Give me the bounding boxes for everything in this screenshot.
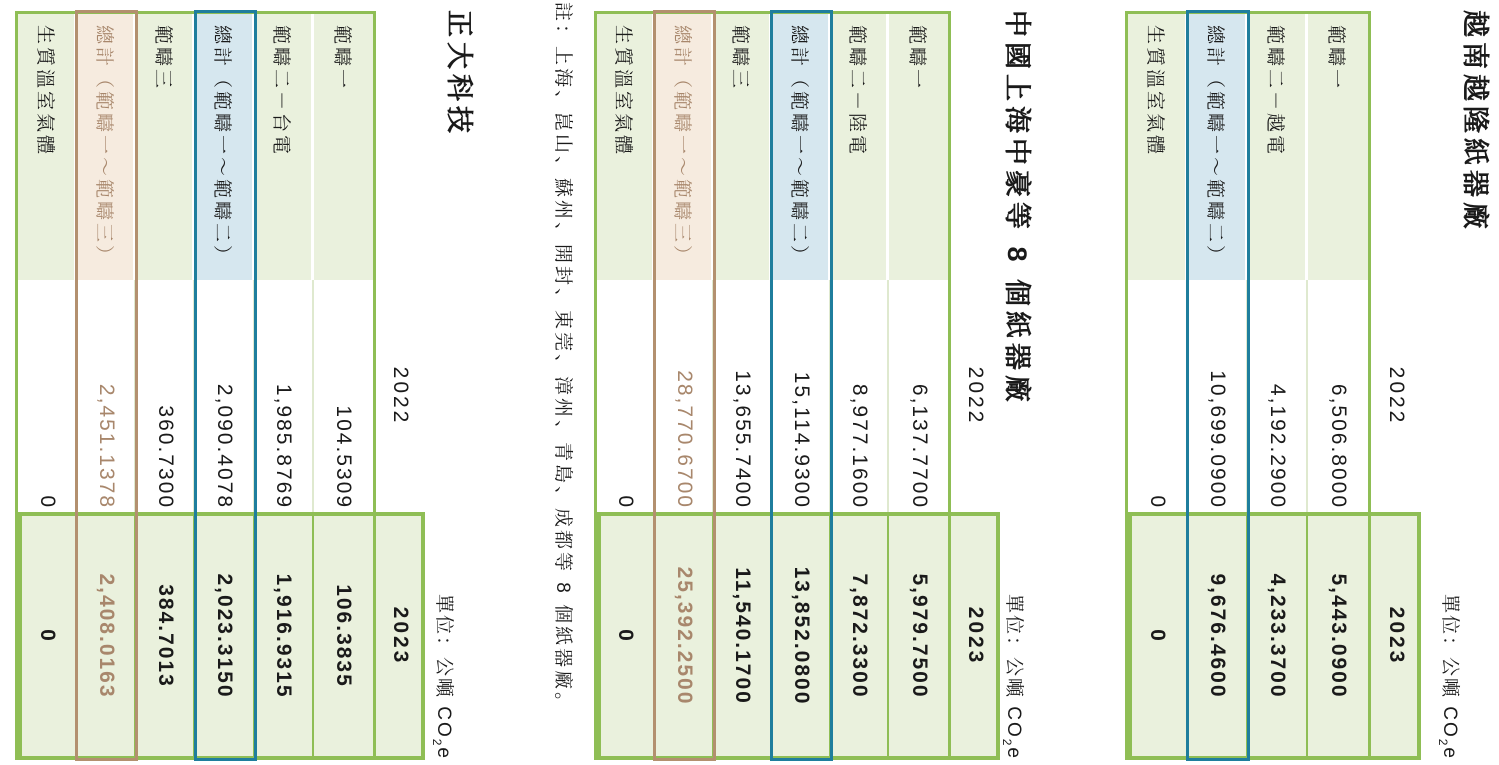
- table-left-border: [597, 11, 948, 14]
- year-header-2023: 2023: [1368, 512, 1421, 760]
- row-label: 總計（範疇一～範疇二）: [773, 11, 832, 280]
- unit-label-2: [1000, 594, 1029, 760]
- unit-subscript: 2: [1436, 738, 1451, 748]
- value-2023: 7,872.3300: [831, 512, 890, 760]
- value-2023: 5,979.7500: [890, 512, 949, 760]
- value-2022: 360.7300: [136, 280, 195, 512]
- value-2022: 0: [18, 280, 77, 512]
- section-title-shanghai: 中國上海中豪等 8 個紙器廠: [1002, 10, 1032, 408]
- unit-subscript: 2: [1000, 738, 1015, 748]
- unit-suffix: e: [1003, 747, 1024, 760]
- value-2022: 1,985.8769: [255, 280, 314, 512]
- value-2023: 2,023.3150: [196, 512, 255, 760]
- row-label: 生質溫室氣體: [1128, 11, 1188, 280]
- value-2022: 28,770.6700: [656, 280, 715, 512]
- year-header-2022: 2022: [948, 280, 1000, 512]
- row-label: 總計（範疇一～範疇三）: [656, 11, 715, 280]
- row-label: 總計（範疇一～範疇二）: [1188, 11, 1248, 280]
- year-header-2022: 2022: [1368, 280, 1421, 512]
- value-2023: 25,392.2500: [656, 512, 715, 760]
- row-label: 範疇一: [1308, 11, 1368, 280]
- row-label: 生質溫室氣體: [597, 11, 656, 280]
- value-2022: 15,114.9300: [773, 280, 832, 512]
- value-2023: 1,916.9315: [255, 512, 314, 760]
- value-2023: 11,540.1700: [714, 512, 773, 760]
- row-label: 總計（範疇一～範疇三）: [77, 11, 136, 280]
- unit-label-1: [1436, 594, 1465, 760]
- emissions-table-vietnam: [1125, 11, 1421, 760]
- value-2022: 10,699.0900: [1188, 280, 1248, 512]
- year-header-2023: 2023: [373, 512, 425, 760]
- value-2022: 0: [597, 280, 656, 512]
- table-left-border: [18, 11, 373, 14]
- footnote: 註：上海、崑山、蘇州、開封、東莞、漳州、青島、成都等 8 個紙器廠。: [552, 2, 573, 715]
- row-label: 總計（範疇一～範疇二）: [196, 11, 255, 280]
- row-label: 範疇一: [890, 11, 949, 280]
- value-2022: 104.5309: [314, 280, 373, 512]
- emissions-table-shanghai: [594, 11, 1000, 760]
- row-label: 範疇一: [314, 11, 373, 280]
- value-2022: 0: [1128, 280, 1188, 512]
- section-title-vietnam: 越南越隆紙器廠: [1460, 10, 1490, 234]
- header-empty-cell: [373, 11, 425, 280]
- unit-text: 單位：公噸 CO: [433, 593, 454, 739]
- unit-suffix: e: [433, 747, 454, 760]
- value-2023: 0: [1128, 512, 1188, 760]
- value-2023: 5,443.0900: [1308, 512, 1368, 760]
- year-header-2023: 2023: [948, 512, 1000, 760]
- year-header-2022: 2022: [373, 280, 425, 512]
- row-label: 範疇二－台電: [255, 11, 314, 280]
- value-2022: 2,451.1378: [77, 280, 136, 512]
- value-2023: 0: [18, 512, 77, 760]
- unit-text: 單位：公噸 CO: [1003, 593, 1024, 739]
- value-2023: 4,233.3700: [1248, 512, 1308, 760]
- emissions-table-zhengda: [15, 11, 425, 760]
- unit-text: 單位：公噸 CO: [1439, 593, 1460, 739]
- row-label: 範疇二－越電: [1248, 11, 1308, 280]
- value-2022: 4,192.2900: [1248, 280, 1308, 512]
- value-2023: 106.3835: [314, 512, 373, 760]
- header-empty-cell: [1368, 11, 1421, 280]
- value-2023: 2,408.0163: [77, 512, 136, 760]
- value-2022: 6,137.7700: [890, 280, 949, 512]
- value-2023: 13,852.0800: [773, 512, 832, 760]
- unit-label-3: [430, 594, 459, 760]
- row-label: 範疇三: [136, 11, 195, 280]
- row-label: 範疇三: [714, 11, 773, 280]
- value-2023: 384.7013: [136, 512, 195, 760]
- value-2022: 6,506.8000: [1308, 280, 1368, 512]
- unit-subscript: 2: [430, 738, 445, 748]
- table-left-border: [1128, 11, 1368, 14]
- row-label: 範疇二－陸電: [831, 11, 890, 280]
- header-empty-cell: [948, 11, 1000, 280]
- value-2023: 0: [597, 512, 656, 760]
- value-2022: 2,090.4078: [196, 280, 255, 512]
- value-2023: 9,676.4600: [1188, 512, 1248, 760]
- section-title-zhengda: 正大科技: [444, 10, 474, 138]
- row-label: 生質溫室氣體: [18, 11, 77, 280]
- value-2022: 8,977.1600: [831, 280, 890, 512]
- unit-suffix: e: [1439, 747, 1460, 760]
- value-2022: 13,655.7400: [714, 280, 773, 512]
